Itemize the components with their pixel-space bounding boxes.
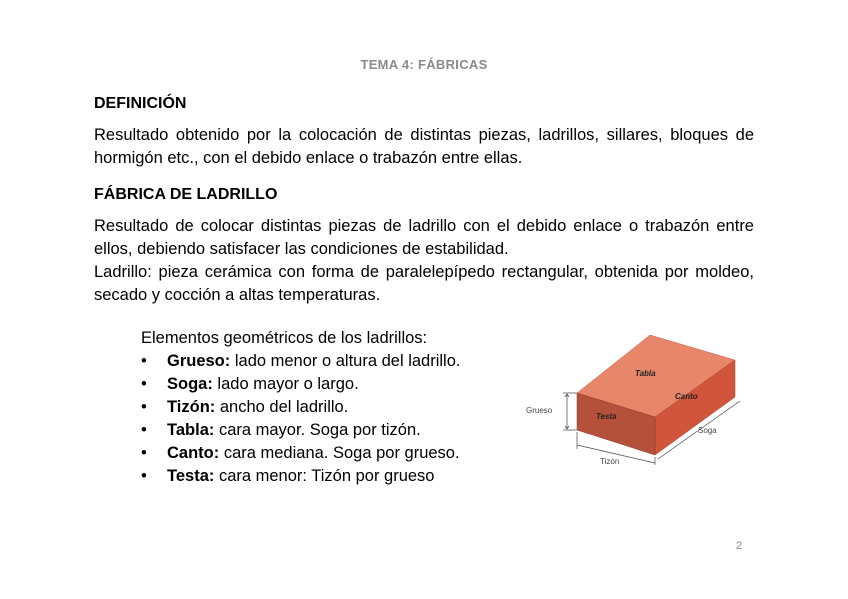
fabrica-heading: FÁBRICA DE LADRILLO — [94, 186, 278, 203]
list-term: Tabla: — [167, 421, 215, 439]
label-grueso: Grueso — [526, 406, 553, 415]
bullet-icon: • — [141, 444, 147, 462]
bullet-icon: • — [141, 467, 147, 485]
fabrica-text — [94, 215, 754, 307]
bullet-icon: • — [141, 352, 147, 370]
list-term: Testa: — [167, 467, 215, 485]
elementos-list — [141, 350, 460, 488]
label-soga: Soga — [698, 426, 717, 435]
list-desc: cara menor: Tizón por grueso — [214, 467, 435, 485]
list-desc: lado mayor o largo. — [212, 375, 359, 393]
list-term: Tizón: — [167, 398, 216, 416]
label-testa: Testa — [596, 412, 617, 421]
brick-diagram — [520, 325, 760, 470]
list-desc: cara mayor. Soga por tizón. — [214, 421, 421, 439]
fabrica-paragraph-1: Resultado de colocar distintas piezas de ladrillo con el debido enlace o trabazón entre ellos, debiendo satisfacer las condiciones de estabilidad. — [94, 217, 754, 258]
grueso-dimension — [563, 393, 577, 430]
list-desc: ancho del ladrillo. — [215, 398, 349, 416]
list-term: Soga: — [167, 375, 213, 393]
bullet-icon: • — [141, 421, 147, 439]
label-tizon: Tizón — [600, 457, 620, 466]
list-item — [141, 419, 460, 442]
definicion-text — [94, 124, 754, 170]
definicion-paragraph: Resultado obtenido por la colocación de distintas piezas, ladrillos, sillares, bloques de hormigón etc., con el debido enlace o trabazón entre ellas. — [94, 126, 754, 167]
list-item — [141, 396, 460, 419]
bullet-icon: • — [141, 398, 147, 416]
list-item — [141, 350, 460, 373]
fabrica-paragraph-2: Ladrillo: pieza cerámica con forma de paralelepípedo rectangular, obtenida por moldeo, secado y cocción a altas temperaturas. — [94, 263, 754, 304]
page-number: 2 — [736, 540, 743, 552]
definicion-heading: DEFINICIÓN — [94, 95, 187, 112]
slide-header: TEMA 4: FÁBRICAS — [360, 57, 488, 72]
list-desc: lado menor o altura del ladrillo. — [230, 352, 461, 370]
list-item — [141, 465, 460, 488]
list-item — [141, 373, 460, 396]
elementos-intro: Elementos geométricos de los ladrillos: — [141, 329, 428, 347]
list-desc: cara mediana. Soga por grueso. — [219, 444, 460, 462]
label-tabla: Tabla — [635, 369, 656, 378]
label-canto: Canto — [675, 392, 698, 401]
list-term: Canto: — [167, 444, 220, 462]
list-term: Grueso: — [167, 352, 231, 370]
bullet-icon: • — [141, 375, 147, 393]
list-item — [141, 442, 460, 465]
